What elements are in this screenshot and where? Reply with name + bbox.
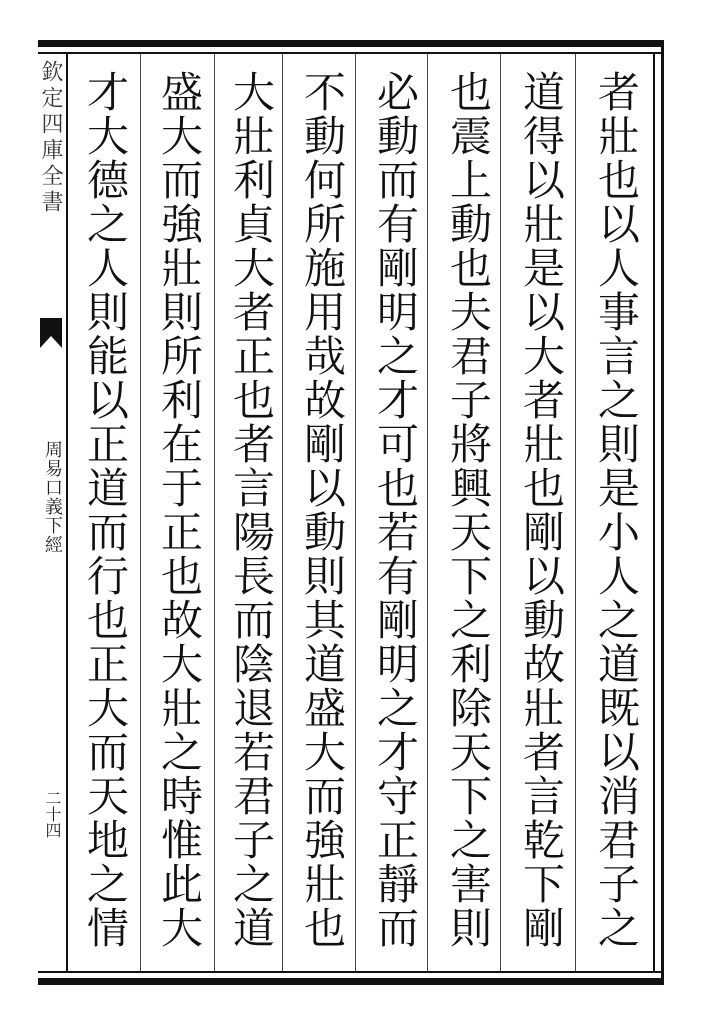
gutter-rule: [66, 52, 68, 973]
text-column-8: 才大德之人則能以正道而行也正大而天地之情: [81, 70, 130, 950]
column-divider: [355, 54, 356, 971]
collection-title: 欽定四庫全書: [38, 60, 63, 216]
text-column-4: 必動而有剛明之才可也若有剛明之才守正靜而: [371, 70, 420, 950]
column-divider: [214, 54, 215, 971]
text-column-1: 者壯也以人事言之則是小人之道既以消君子之: [592, 70, 641, 950]
book-title: 周易口義下經: [42, 440, 63, 554]
inner-bottom-rule: [38, 971, 664, 973]
inner-right-rule: [653, 52, 655, 973]
text-column-3: 也震上動也夫君子將興天下之利除天下之害則: [444, 70, 493, 950]
folio-number: 二十四: [43, 790, 62, 838]
column-divider: [282, 54, 283, 971]
text-column-2: 道得以壯是以大者壯也剛以動故壯者言乾下剛: [517, 70, 566, 950]
column-divider: [575, 54, 576, 971]
column-divider: [500, 54, 501, 971]
text-column-6: 大壯利貞大者正也者言陽長而陰退若君子之道: [227, 70, 276, 950]
text-column-7: 盛大而強壯則所利在于正也故大壯之時惟此大: [155, 70, 204, 950]
column-divider: [427, 54, 428, 971]
inner-top-rule: [38, 52, 664, 54]
text-column-5: 不動何所施用哉故剛以動則其道盛大而強壯也: [298, 70, 347, 950]
column-divider: [140, 54, 141, 971]
